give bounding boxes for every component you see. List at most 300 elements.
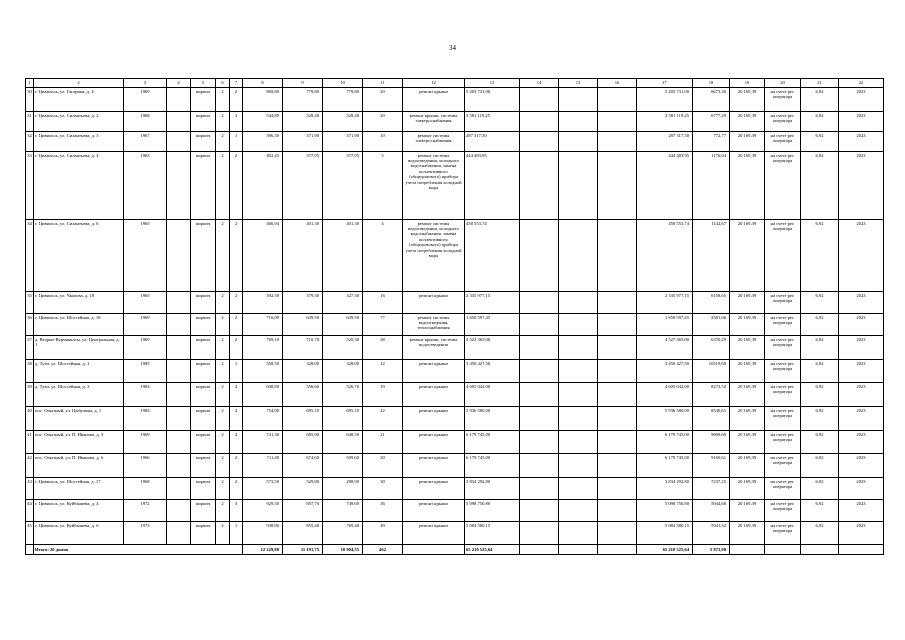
- cell-empty: [167, 522, 191, 545]
- cell-empty: [167, 360, 191, 383]
- cell-limit: 20 169,39: [730, 314, 765, 336]
- cell-f: 2: [216, 360, 230, 383]
- cell-limit: 20 169,39: [730, 383, 765, 407]
- cell-empty: [520, 292, 559, 314]
- cell-n: 32: [26, 132, 34, 152]
- cell-empty: [598, 152, 637, 220]
- cell-n: 41: [26, 431, 34, 454]
- cell-empty: [559, 500, 598, 522]
- cell-n: 34: [26, 220, 34, 292]
- cell-f: 2: [216, 454, 230, 478]
- cell-empty: [26, 545, 34, 555]
- cell-a2: 371,90: [283, 132, 323, 152]
- cell-empty: [520, 336, 559, 360]
- cell-yr: 2023: [839, 522, 884, 545]
- column-number-cell: 14: [520, 79, 559, 88]
- cell-n: 42: [26, 454, 34, 478]
- cell-yr: 2023: [839, 336, 884, 360]
- cell-empty: [559, 132, 598, 152]
- cell-e: 2: [230, 314, 243, 336]
- cell-f: 2: [216, 88, 230, 112]
- cell-e: 2: [230, 336, 243, 360]
- cell-method: на счете рег. оператора: [765, 522, 801, 545]
- column-number-cell: 15: [559, 79, 598, 88]
- cell-n: 45: [26, 522, 34, 545]
- cell-limit: 20 169,39: [730, 336, 765, 360]
- cell-addr: г. Цивильск, ул. Силантьева, д. 6: [34, 220, 124, 292]
- cell-empty: [520, 220, 559, 292]
- cell-empty: [167, 220, 191, 292]
- cell-year: 1966: [124, 454, 167, 478]
- cell-total: 3 581 119,25: [465, 112, 520, 132]
- cell-limit: 20 169,39: [730, 522, 765, 545]
- cell-f: 2: [216, 431, 230, 454]
- cell-empty: [559, 522, 598, 545]
- cell-empty: [598, 454, 637, 478]
- cell-method: на счете рег. оператора: [765, 500, 801, 522]
- cell-cost: 3 581 119,25: [637, 112, 693, 132]
- cell-a1: 608,80: [243, 383, 283, 407]
- cell-year: 1968: [124, 478, 167, 500]
- cell-yr: 2023: [839, 314, 884, 336]
- column-number-cell: 1: [26, 79, 34, 88]
- cell-a1: 769,10: [243, 336, 283, 360]
- column-number-cell: 5: [191, 79, 216, 88]
- cell-method: на счете рег. оператора: [765, 454, 801, 478]
- cell-a1: 396,30: [243, 132, 283, 152]
- cell-empty: [598, 360, 637, 383]
- cell-a2: 328,00: [283, 360, 323, 383]
- cell-empty: [598, 478, 637, 500]
- cell-work: ремонт системы водоотведения, холодного водоснабжения, замена коллективного (общедомового) прибора учета потребления холодной воды: [403, 152, 465, 220]
- cell-year: 1972: [124, 500, 167, 522]
- cell-cost: 4 527 365,00: [637, 336, 693, 360]
- cell-method: на счете рег. оператора: [765, 292, 801, 314]
- cell-empty: [167, 314, 191, 336]
- cell-work: ремонт крыши: [403, 360, 465, 383]
- cell-f: 2: [216, 152, 230, 220]
- cell-per_m: 10519,60: [693, 360, 730, 383]
- cell-per_m: 1142,67: [693, 220, 730, 292]
- cell-empty: [559, 220, 598, 292]
- cell-a2: 855,40: [283, 522, 323, 545]
- cell-empty: [167, 292, 191, 314]
- cell-empty: [520, 478, 559, 500]
- cell-work: ремонт крыши: [403, 431, 465, 454]
- cell-e: 2: [230, 383, 243, 407]
- cell-addr: г. Цивильск, ул. Шоссейная, д. 17: [34, 478, 124, 500]
- cell-method: на счете рег. оператора: [765, 314, 801, 336]
- cell-mat: кирпич: [191, 522, 216, 545]
- cell-year: 1985: [124, 360, 167, 383]
- column-number-cell: 11: [363, 79, 403, 88]
- cell-yr: 2023: [839, 292, 884, 314]
- cell-a2: 685,90: [283, 431, 323, 454]
- cell-cost: 3 450 427,50: [637, 360, 693, 383]
- cell-a1: 466,94: [243, 220, 283, 292]
- cell-f: 2: [216, 522, 230, 545]
- cell-empty: [765, 545, 801, 555]
- cell-empty: [559, 431, 598, 454]
- cell-f: 2: [216, 112, 230, 132]
- cell-n: 37: [26, 336, 34, 360]
- cell-limit: 20 169,39: [730, 360, 765, 383]
- cell-limit: 20 169,39: [730, 132, 765, 152]
- cell-method: на счете рег. оператора: [765, 478, 801, 500]
- cell-per_m: 2581,06: [693, 314, 730, 336]
- cell-f: 2: [216, 383, 230, 407]
- column-number-cell: 10: [323, 79, 363, 88]
- cell-mat: кирпич: [191, 336, 216, 360]
- cell-n: 30: [26, 88, 34, 112]
- cell-e: 2: [230, 292, 243, 314]
- cell-rate: 6,92: [801, 112, 839, 132]
- cell-total: 2 335 977,15: [465, 292, 520, 314]
- cell-empty: [559, 383, 598, 407]
- cell-a3: 371,90: [323, 132, 363, 152]
- cell-method: на счете рег. оператора: [765, 88, 801, 112]
- column-number-row: [26, 79, 884, 88]
- cell-year: 1969: [124, 336, 167, 360]
- table-row: [26, 500, 884, 522]
- table-row: [26, 454, 884, 478]
- cell-a1: 716,09: [243, 314, 283, 336]
- cell-rate: 6,92: [801, 407, 839, 431]
- cell-work: ремонт крыши: [403, 88, 465, 112]
- cell-total: 3 450 427,50: [465, 360, 520, 383]
- cell-work: ремонт крыши: [403, 500, 465, 522]
- cell-e: 1: [230, 522, 243, 545]
- cell-rate: 6,92: [801, 220, 839, 292]
- total-a3: 10 904,55: [323, 545, 363, 555]
- cell-rate: 6,92: [801, 360, 839, 383]
- cell-per_m: 5941,32: [693, 522, 730, 545]
- cell-e: 3: [230, 112, 243, 132]
- cell-n: 36: [26, 314, 34, 336]
- cell-per_m: 8273,52: [693, 383, 730, 407]
- cell-empty: [598, 292, 637, 314]
- column-number-cell: 8: [243, 79, 283, 88]
- cell-empty: [559, 314, 598, 336]
- cell-addr: пос. Опытный, ул. П. Иванова, д. 3: [34, 431, 124, 454]
- cell-addr: д. Тузи, ул. Шоссейная, д. 1: [34, 360, 124, 383]
- cell-per_m: 9160,61: [693, 454, 730, 478]
- table-row: [26, 522, 884, 545]
- column-number-cell: 4: [167, 79, 191, 88]
- cell-a1: 711,40: [243, 454, 283, 478]
- cell-cost: 6 179 745,00: [637, 454, 693, 478]
- cell-a3: 648,50: [323, 431, 363, 454]
- cell-limit: 20 169,39: [730, 431, 765, 454]
- cell-ppl: 36: [363, 500, 403, 522]
- cell-a2: 779,80: [283, 88, 323, 112]
- column-number-cell: 19: [730, 79, 765, 88]
- cell-empty: [559, 545, 598, 555]
- cell-empty: [559, 152, 598, 220]
- cell-total: 5 203 731,00: [465, 88, 520, 112]
- cell-yr: 2023: [839, 112, 884, 132]
- cell-f: 2: [216, 478, 230, 500]
- cell-empty: [598, 431, 637, 454]
- cell-addr: г. Цивильск, ул. Куйбышева, д. 6: [34, 522, 124, 545]
- cell-empty: [559, 478, 598, 500]
- cell-mat: кирпич: [191, 407, 216, 431]
- cell-total: 6 179 745,00: [465, 431, 520, 454]
- cell-work: ремонт крыши: [403, 292, 465, 314]
- cell-mat: кирпич: [191, 88, 216, 112]
- cell-ppl: 49: [363, 522, 403, 545]
- cell-method: на счете рег. оператора: [765, 360, 801, 383]
- cell-empty: [520, 360, 559, 383]
- cell-empty: [520, 431, 559, 454]
- column-number-cell: 12: [403, 79, 465, 88]
- cell-f: 2: [216, 132, 230, 152]
- cell-addr: г. Цивильск, ул. Силантьева, д. 4: [34, 152, 124, 220]
- cell-ppl: 19: [363, 383, 403, 407]
- cell-rate: 6,92: [801, 431, 839, 454]
- cell-ppl: 20: [363, 88, 403, 112]
- cell-addr: г. Цивильск, ул. Силантьева, д. 3: [34, 132, 124, 152]
- total-a1: 12 229,80: [243, 545, 283, 555]
- page-number: 34: [449, 44, 456, 52]
- cell-mat: кирпич: [191, 454, 216, 478]
- cell-rate: 6,92: [801, 454, 839, 478]
- cell-empty: [520, 152, 559, 220]
- table-body: [26, 79, 884, 555]
- cell-empty: [598, 522, 637, 545]
- cell-work: ремонт системы водоотведения, теплоснабжения: [403, 314, 465, 336]
- cell-method: на счете рег. оператора: [765, 383, 801, 407]
- cell-per_m: 9009,69: [693, 431, 730, 454]
- cell-empty: [520, 545, 559, 555]
- column-number-cell: 9: [283, 79, 323, 88]
- cell-empty: [520, 88, 559, 112]
- cell-ppl: 38: [363, 336, 403, 360]
- cell-ppl: 10: [363, 132, 403, 152]
- cell-empty: [598, 220, 637, 292]
- cell-a2: 639,50: [283, 314, 323, 336]
- cell-cost: 4 605 042,00: [637, 383, 693, 407]
- cell-cost: 444 483,95: [637, 152, 693, 220]
- cell-e: 2: [230, 454, 243, 478]
- cell-rate: 6,92: [801, 500, 839, 522]
- cell-addr: г. Цивильск, ул. Чкалова, д. 18: [34, 292, 124, 314]
- column-number-cell: 6: [216, 79, 230, 88]
- cell-per_m: 5944,68: [693, 500, 730, 522]
- cell-work: ремонт крыши: [403, 478, 465, 500]
- cell-a2: 857,70: [283, 500, 323, 522]
- cell-a3: 520,30: [323, 336, 363, 360]
- cell-a3: 769,40: [323, 522, 363, 545]
- table-row: [26, 292, 884, 314]
- cell-addr: пос. Опытный, ул. П. Иванова, д. 6: [34, 454, 124, 478]
- cell-addr: г. Цивильск, ул. Шоссейная, д. 18: [34, 314, 124, 336]
- cell-e: 1: [230, 360, 243, 383]
- cell-a3: 528,40: [323, 112, 363, 132]
- cell-a2: 556,60: [283, 383, 323, 407]
- cell-a1: 392,50: [243, 292, 283, 314]
- cell-limit: 20 169,39: [730, 292, 765, 314]
- cell-total: 4 605 042,00: [465, 383, 520, 407]
- cell-empty: [520, 454, 559, 478]
- total-per_m: 5 873,90: [693, 545, 730, 555]
- total-row: [26, 545, 884, 555]
- cell-empty: [520, 112, 559, 132]
- cell-a1: 358,50: [243, 360, 283, 383]
- cell-mat: кирпич: [191, 112, 216, 132]
- cell-empty: [598, 336, 637, 360]
- cell-a2: 674,60: [283, 454, 323, 478]
- cell-total: 6 179 745,00: [465, 454, 520, 478]
- table-row: [26, 431, 884, 454]
- cell-year: 1965: [124, 292, 167, 314]
- cell-empty: [559, 88, 598, 112]
- cell-e: 2: [230, 88, 243, 112]
- cell-rate: 6,92: [801, 292, 839, 314]
- cell-addr: пос. Опытный, ул. Цыбулина, д. 1: [34, 407, 124, 431]
- cell-empty: [167, 88, 191, 112]
- cell-limit: 20 169,39: [730, 220, 765, 292]
- cell-empty: [167, 431, 191, 454]
- cell-yr: 2023: [839, 407, 884, 431]
- cell-empty: [520, 383, 559, 407]
- cell-a2: 377,95: [283, 152, 323, 220]
- column-number-cell: 17: [637, 79, 693, 88]
- column-number-cell: 2: [34, 79, 124, 88]
- column-number-cell: 16: [598, 79, 637, 88]
- cell-empty: [167, 132, 191, 152]
- cell-mat: кирпич: [191, 383, 216, 407]
- cell-a1: 573,50: [243, 478, 283, 500]
- column-number-cell: 18: [693, 79, 730, 88]
- cell-empty: [559, 336, 598, 360]
- table-row: [26, 407, 884, 431]
- cell-limit: 20 169,39: [730, 500, 765, 522]
- cell-work: ремонт крыши: [403, 407, 465, 431]
- cell-ppl: 30: [363, 478, 403, 500]
- table-row: [26, 478, 884, 500]
- cell-a3: 695,10: [323, 407, 363, 431]
- cell-empty: [559, 360, 598, 383]
- cell-work: ремонт крыши, системы водоотведения: [403, 336, 465, 360]
- column-number-cell: 22: [839, 79, 884, 88]
- table-row: [26, 220, 884, 292]
- cell-year: 1968: [124, 112, 167, 132]
- cell-year: 1969: [124, 431, 167, 454]
- cell-a1: 938,80: [243, 522, 283, 545]
- cell-work: ремонт крыши: [403, 454, 465, 478]
- cell-empty: [559, 407, 598, 431]
- cell-total: 3 834 292,80: [465, 478, 520, 500]
- cell-per_m: 6777,29: [693, 112, 730, 132]
- cell-a3: 509,60: [323, 454, 363, 478]
- cell-per_m: 6158,65: [693, 292, 730, 314]
- cell-limit: 20 169,39: [730, 454, 765, 478]
- cell-yr: 2023: [839, 132, 884, 152]
- cell-empty: [559, 112, 598, 132]
- cell-yr: 2023: [839, 454, 884, 478]
- cell-year: 1967: [124, 132, 167, 152]
- cell-a2: 401,30: [283, 220, 323, 292]
- cell-n: 40: [26, 407, 34, 431]
- cell-addr: г. Цивильск, ул. Куйбышева, д. 4: [34, 500, 124, 522]
- cell-year: 1963: [124, 152, 167, 220]
- cell-empty: [167, 454, 191, 478]
- cell-mat: кирпич: [191, 292, 216, 314]
- cell-method: на счете рег. оператора: [765, 220, 801, 292]
- cell-mat: кирпич: [191, 314, 216, 336]
- cell-a3: 526,70: [323, 383, 363, 407]
- cell-total: 5 098 750,80: [465, 500, 520, 522]
- cell-addr: г. Цивильск, ул. Гагарина, д. 4: [34, 88, 124, 112]
- cell-f: 2: [216, 336, 230, 360]
- cell-empty: [167, 152, 191, 220]
- cell-ppl: 20: [363, 112, 403, 132]
- cell-empty: [403, 545, 465, 555]
- cell-mat: кирпич: [191, 478, 216, 500]
- table-row: [26, 132, 884, 152]
- cell-a1: 869,80: [243, 88, 283, 112]
- cell-method: на счете рег. оператора: [765, 431, 801, 454]
- cell-year: 1969: [124, 88, 167, 112]
- cell-work: ремонт крыши, системы электроснабжения: [403, 112, 465, 132]
- cell-cost: 6 179 745,00: [637, 431, 693, 454]
- total-label: Итого: 20 домов: [34, 545, 243, 555]
- cell-mat: кирпич: [191, 220, 216, 292]
- cell-year: 1969: [124, 314, 167, 336]
- cell-n: 44: [26, 500, 34, 522]
- cell-limit: 20 169,39: [730, 88, 765, 112]
- cell-n: 33: [26, 152, 34, 220]
- cell-ppl: 16: [363, 292, 403, 314]
- cell-mat: кирпич: [191, 132, 216, 152]
- cell-empty: [598, 383, 637, 407]
- cell-total: 287 317,50: [465, 132, 520, 152]
- cell-mat: кирпич: [191, 360, 216, 383]
- cell-work: ремонт системы водоотведения, холодного водоснабжения, замена коллективного (общедомового) прибора учета потребления холодной воды: [403, 220, 465, 292]
- cell-per_m: 1176,04: [693, 152, 730, 220]
- cell-yr: 2023: [839, 360, 884, 383]
- cell-empty: [167, 407, 191, 431]
- cell-total: 5 084 580,15: [465, 522, 520, 545]
- cell-total: 5 936 580,00: [465, 407, 520, 431]
- cell-rate: 6,92: [801, 314, 839, 336]
- cell-rate: 6,92: [801, 88, 839, 112]
- cell-per_m: 6673,36: [693, 88, 730, 112]
- cell-cost: 3 834 292,80: [637, 478, 693, 500]
- cell-f: 2: [216, 220, 230, 292]
- cell-empty: [598, 314, 637, 336]
- cell-ppl: 22: [363, 407, 403, 431]
- cell-a3: 377,95: [323, 152, 363, 220]
- cell-empty: [559, 292, 598, 314]
- cell-rate: 6,92: [801, 132, 839, 152]
- cell-yr: 2023: [839, 152, 884, 220]
- cell-n: 35: [26, 292, 34, 314]
- cell-year: 1973: [124, 522, 167, 545]
- cell-empty: [520, 522, 559, 545]
- cell-a3: 639,50: [323, 314, 363, 336]
- cell-total: 444 483,95: [465, 152, 520, 220]
- cell-per_m: 6370,29: [693, 336, 730, 360]
- cell-year: 1965: [124, 220, 167, 292]
- cell-empty: [167, 336, 191, 360]
- total-ppl: 462: [363, 545, 403, 555]
- cell-work: ремонт крыши: [403, 522, 465, 545]
- cell-rate: 6,92: [801, 336, 839, 360]
- column-number-cell: 3: [124, 79, 167, 88]
- cell-empty: [598, 500, 637, 522]
